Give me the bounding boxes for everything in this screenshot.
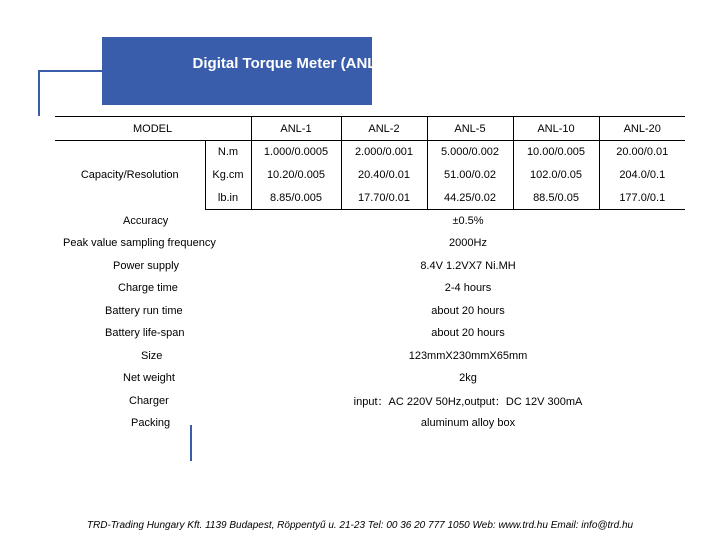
spec-label: Battery life-span [105, 327, 185, 340]
value-cell: 102.0/0.05 [513, 164, 599, 187]
model-cell: ANL-10 [513, 117, 599, 141]
spec-label: Net weight [123, 372, 175, 385]
value-cell: 177.0/0.1 [599, 187, 685, 210]
spec-row [55, 232, 685, 255]
value-cell: 8.85/0.005 [251, 187, 341, 210]
spec-row [55, 412, 685, 435]
spec-value: aluminum alloy box [420, 417, 516, 430]
value-cell: 88.5/0.05 [513, 187, 599, 210]
spec-row [55, 255, 685, 278]
spec-value: ±0.5% [452, 215, 484, 227]
value-cell: 10.20/0.005 [251, 164, 341, 187]
spec-label: Power supply [113, 259, 180, 272]
footer-contact: TRD-Trading Hungary Kft. 1139 Budapest, Röppentyű u. 21-23 Tel: 00 36 20 777 1050 Web: www.trd.hu Email: info@trd.hu [86, 520, 634, 531]
spec-label: Size [141, 349, 163, 362]
value-cell: 17.70/0.01 [341, 187, 427, 210]
unit-cell: Kg.cm [205, 164, 251, 187]
value-cell: 20.40/0.01 [341, 164, 427, 187]
model-cell: ANL-20 [599, 117, 685, 141]
header-row [55, 117, 685, 141]
spec-row [55, 322, 685, 345]
spec-label: Charge time [118, 282, 178, 295]
spec-row [55, 300, 685, 323]
spec-row [55, 390, 685, 413]
spec-row [55, 345, 685, 368]
spec-value: about 20 hours [431, 327, 505, 340]
unit-cell: N.m [205, 141, 251, 164]
model-cell: ANL-5 [427, 117, 513, 141]
decor-line [38, 70, 102, 72]
value-cell: 51.00/0.02 [427, 164, 513, 187]
capacity-label: Capacity/Resolution [55, 141, 205, 210]
spec-label: Packing [131, 417, 171, 430]
value-cell: 5.000/0.002 [427, 141, 513, 164]
page-title: Digital Torque Meter (ANL) [192, 55, 382, 72]
spec-value: 2-4 hours [444, 282, 492, 295]
spec-table [55, 116, 685, 435]
spec-row [55, 367, 685, 390]
spec-row [55, 277, 685, 300]
model-cell: ANL-2 [341, 117, 427, 141]
spec-label: Charger [129, 394, 169, 407]
value-cell: 204.0/0.1 [599, 164, 685, 187]
value-cell: 2.000/0.001 [341, 141, 427, 164]
value-cell: 1.000/0.0005 [251, 141, 341, 164]
spec-value: 8.4V 1.2VX7 Ni.MH [420, 259, 516, 272]
decor-line [38, 70, 40, 116]
spec-label: Battery run time [105, 304, 183, 317]
model-label: MODEL [55, 117, 251, 141]
spec-value: 2000Hz [449, 237, 487, 250]
spec-label: Accuracy [123, 215, 169, 227]
spec-label: Peak value sampling frequency [63, 237, 216, 250]
value-cell: 10.00/0.005 [513, 141, 599, 164]
unit-cell: lb.in [205, 187, 251, 210]
spec-value: input：AC 220V 50Hz,output：DC 12V 300mA [353, 395, 583, 408]
value-cell: 20.00/0.01 [599, 141, 685, 164]
capacity-row [55, 141, 685, 164]
model-cell: ANL-1 [251, 117, 341, 141]
spec-value: 2kg [459, 372, 477, 385]
value-cell: 44.25/0.02 [427, 187, 513, 210]
spec-value: about 20 hours [431, 304, 505, 317]
spec-row [55, 210, 685, 233]
spec-value: 123mmX230mmX65mm [408, 349, 528, 362]
